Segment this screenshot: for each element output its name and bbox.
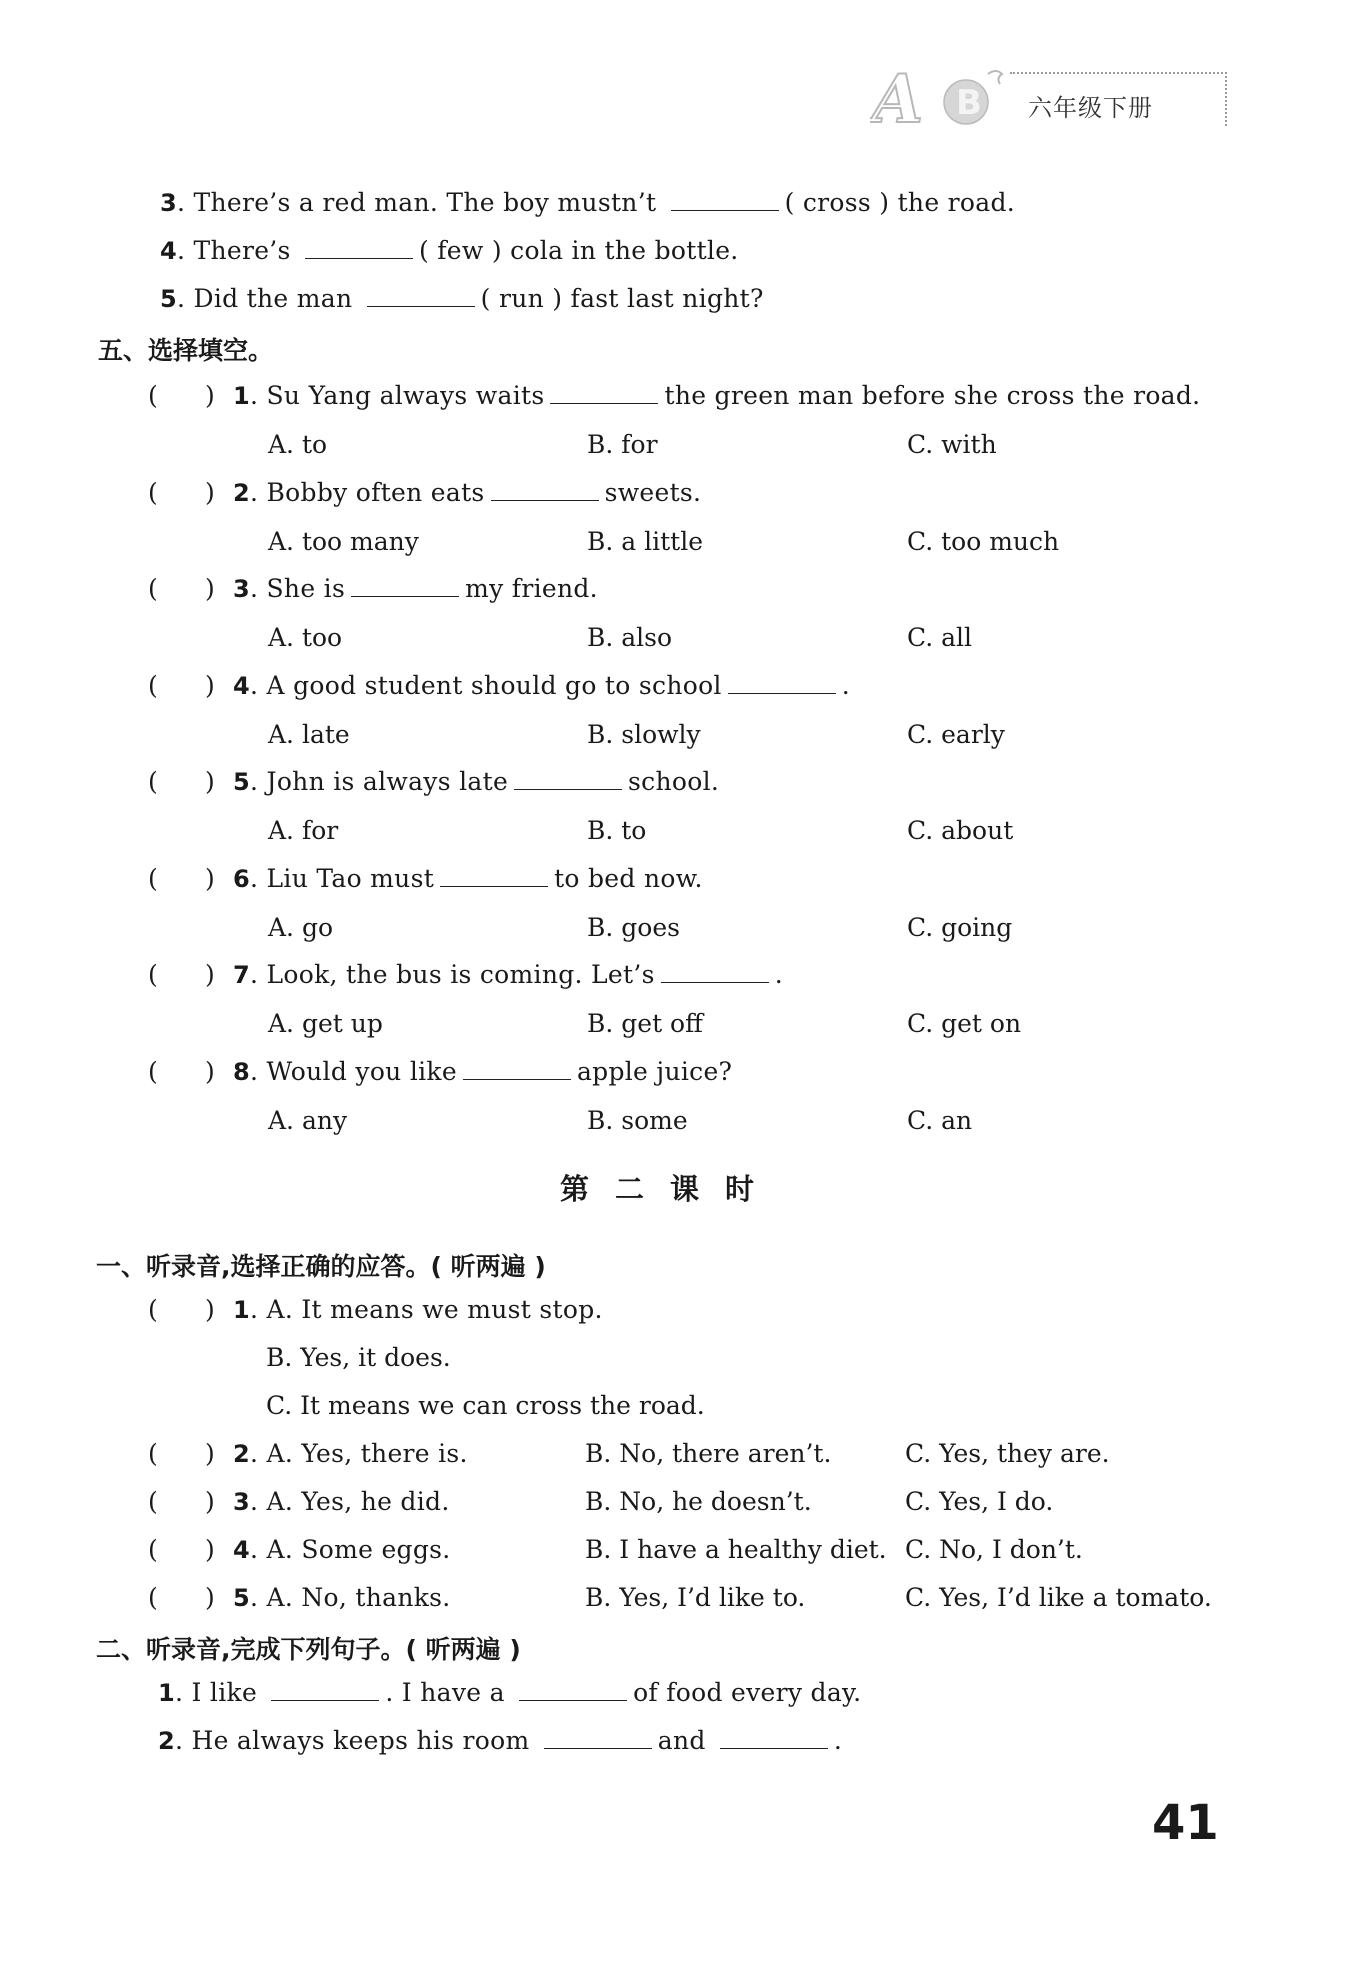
- option-a: A. too many: [268, 527, 419, 556]
- option-c: C. too much: [907, 527, 1060, 556]
- answer-paren-close: ): [205, 960, 215, 989]
- option-a: A. late: [268, 720, 350, 749]
- answer-paren-open[interactable]: (: [148, 864, 158, 893]
- option-c: C. No, I don’t.: [905, 1535, 1083, 1564]
- mc-question: 8. Would you like apple juice?: [233, 1057, 733, 1086]
- answer-paren-close: ): [205, 1487, 215, 1516]
- answer-blank[interactable]: [271, 1678, 379, 1701]
- answer-paren-close: ): [205, 1535, 215, 1564]
- answer-paren-open[interactable]: (: [148, 671, 158, 700]
- mc-question: 3. She is my friend.: [233, 574, 598, 603]
- option-a: 2. A. Yes, there is.: [233, 1439, 468, 1468]
- option-a: 5. A. No, thanks.: [233, 1583, 451, 1612]
- listen-section-1-title: 一、听录音,选择正确的应答。( 听两遍 ): [96, 1252, 546, 1281]
- option-b: B. I have a healthy diet.: [585, 1535, 887, 1564]
- answer-paren-close: ): [205, 767, 215, 796]
- option-b: B. some: [587, 1106, 688, 1135]
- option-c: C. about: [907, 816, 1014, 845]
- answer-blank[interactable]: [671, 188, 779, 211]
- ab-logo-icon: [870, 52, 1010, 132]
- option-b: B. Yes, I’d like to.: [585, 1583, 806, 1612]
- answer-blank[interactable]: [544, 1726, 652, 1749]
- answer-paren-close: ): [205, 1057, 215, 1086]
- answer-paren-open[interactable]: (: [148, 1535, 158, 1564]
- option-b: B. a little: [587, 527, 703, 556]
- answer-paren-close: ): [205, 1583, 215, 1612]
- option-a: A. go: [268, 913, 334, 942]
- answer-paren-open[interactable]: (: [148, 960, 158, 989]
- page-header: [870, 52, 1230, 132]
- answer-blank[interactable]: [720, 1726, 828, 1749]
- answer-blank[interactable]: [463, 1057, 571, 1080]
- mc-question: 6. Liu Tao must to bed now.: [233, 864, 703, 893]
- fill-item-4: 4. There’s ( few ) cola in the bottle.: [160, 236, 739, 265]
- answer-paren-close: ): [205, 574, 215, 603]
- answer-blank[interactable]: [514, 767, 622, 790]
- answer-paren-close: ): [205, 478, 215, 507]
- lesson-title: 第二课时: [560, 1172, 781, 1206]
- option-c: C. It means we can cross the road.: [266, 1391, 705, 1420]
- option-b: B. goes: [587, 913, 680, 942]
- answer-blank[interactable]: [305, 236, 413, 259]
- option-c: C. Yes, I do.: [905, 1487, 1054, 1516]
- option-c: C. Yes, I’d like a tomato.: [905, 1583, 1212, 1612]
- answer-paren-close: ): [205, 1295, 215, 1324]
- page-number: 41: [1152, 1795, 1219, 1851]
- answer-paren-close: ): [205, 1439, 215, 1468]
- fill-item-5: 5. Did the man ( run ) fast last night?: [160, 284, 764, 313]
- option-b: B. get off: [587, 1009, 703, 1038]
- answer-blank[interactable]: [367, 284, 475, 307]
- svg-text:A: A: [872, 60, 924, 132]
- option-b: B. No, he doesn’t.: [585, 1487, 812, 1516]
- option-c: C. with: [907, 430, 997, 459]
- option-b: B. No, there aren’t.: [585, 1439, 832, 1468]
- option-c: C. an: [907, 1106, 973, 1135]
- answer-blank[interactable]: [491, 478, 599, 501]
- answer-blank[interactable]: [519, 1678, 627, 1701]
- option-b: B. slowly: [587, 720, 701, 749]
- option-a: A. get up: [268, 1009, 383, 1038]
- answer-paren-open[interactable]: (: [148, 1487, 158, 1516]
- option-c: C. going: [907, 913, 1013, 942]
- option-a: 3. A. Yes, he did.: [233, 1487, 450, 1516]
- mc-question: 2. Bobby often eats sweets.: [233, 478, 702, 507]
- mc-question: 7. Look, the bus is coming. Let’s .: [233, 960, 784, 989]
- mc-question: 1. Su Yang always waits the green man before she cross the road.: [233, 381, 1201, 410]
- answer-paren-open[interactable]: (: [148, 1295, 158, 1324]
- listen-section-2-title: 二、听录音,完成下列句子。( 听两遍 ): [96, 1635, 521, 1664]
- answer-paren-open[interactable]: (: [148, 381, 158, 410]
- mc-question: 5. John is always late school.: [233, 767, 720, 796]
- answer-paren-open[interactable]: (: [148, 1057, 158, 1086]
- fill-item-3: 3. There’s a red man. The boy mustn’t ( cross ) the road.: [160, 188, 1016, 217]
- svg-text:B: B: [956, 83, 982, 123]
- option-c: C. Yes, they are.: [905, 1439, 1110, 1468]
- option-a: A. too: [268, 623, 343, 652]
- option-a: A. any: [268, 1106, 348, 1135]
- answer-blank[interactable]: [550, 381, 658, 404]
- option-a: A. to: [268, 430, 328, 459]
- option-c: C. get on: [907, 1009, 1022, 1038]
- option-a: A. for: [268, 816, 339, 845]
- answer-blank[interactable]: [351, 574, 459, 597]
- grade-label: 六年级下册: [1028, 94, 1153, 122]
- option-b: B. to: [587, 816, 647, 845]
- answer-paren-open[interactable]: (: [148, 1583, 158, 1612]
- option-c: C. early: [907, 720, 1005, 749]
- answer-paren-close: ): [205, 671, 215, 700]
- option-b: B. Yes, it does.: [266, 1343, 451, 1372]
- option-c: C. all: [907, 623, 973, 652]
- sentence-2: 2. He always keeps his room and .: [158, 1726, 843, 1755]
- mc-question: 4. A good student should go to school .: [233, 671, 850, 700]
- answer-blank[interactable]: [661, 960, 769, 983]
- option-b: B. for: [587, 430, 658, 459]
- answer-paren-close: ): [205, 381, 215, 410]
- answer-paren-open[interactable]: (: [148, 478, 158, 507]
- answer-paren-open[interactable]: (: [148, 767, 158, 796]
- answer-paren-open[interactable]: (: [148, 1439, 158, 1468]
- option-b: B. also: [587, 623, 673, 652]
- option-a: 4. A. Some eggs.: [233, 1535, 451, 1564]
- answer-paren-close: ): [205, 864, 215, 893]
- answer-blank[interactable]: [728, 671, 836, 694]
- answer-paren-open[interactable]: (: [148, 574, 158, 603]
- answer-blank[interactable]: [440, 864, 548, 887]
- option-a: 1. A. It means we must stop.: [233, 1295, 603, 1324]
- section-5-title: 五、选择填空。: [98, 336, 274, 365]
- sentence-1: 1. I like . I have a of food every day.: [158, 1678, 862, 1707]
